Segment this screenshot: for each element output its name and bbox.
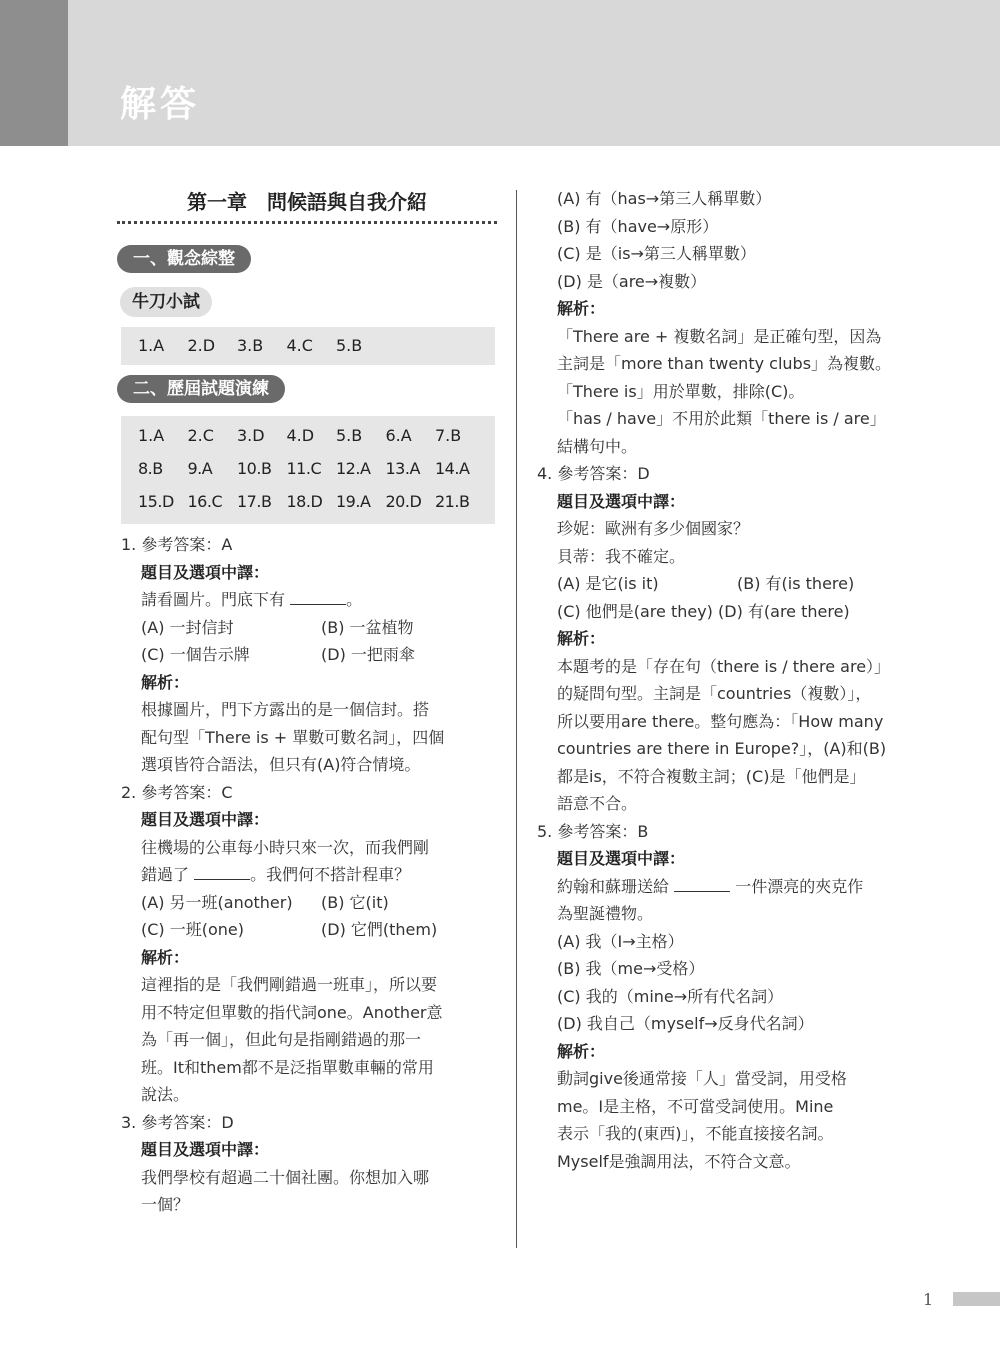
answer-item: 5.B	[336, 426, 363, 445]
q1-translation-label: 題目及選項中譯：	[141, 562, 270, 582]
chapter-title: 第一章 問候語與自我介紹	[187, 190, 427, 214]
q2-analysis-line: 用不特定但單數的指代詞one。Another意	[141, 1002, 443, 1022]
option-b: (B) 一盆植物	[321, 617, 414, 637]
answer-item: 18.D	[286, 492, 323, 511]
answer-row	[121, 419, 495, 452]
answer-item: 11.C	[286, 459, 322, 478]
option-b: (B) 它(it)	[321, 892, 389, 912]
answer-row	[121, 452, 495, 485]
answer-item: 20.D	[385, 492, 422, 511]
q1-analysis-line: 配句型「There is + 單數可數名詞」，四個	[141, 727, 445, 747]
answer-item: 14.A	[435, 459, 470, 478]
answer-item: 16.C	[187, 492, 223, 511]
q3-analysis-line: 「There is」用於單數，排除(C)。	[557, 381, 805, 401]
q3-option: (A) 有（has→第三人稱單數）	[557, 189, 772, 208]
answer-item: 8.B	[138, 459, 163, 478]
q4-analysis-line: 都是is，不符合複數主詞；(C)是「他們是」	[557, 766, 866, 786]
q2-options-ab	[121, 889, 501, 917]
q4-analysis-line: 本題考的是「存在句（there is / there are）」	[557, 656, 891, 676]
q3-analysis-line: 主詞是「more than twenty clubs」為複數。	[557, 354, 892, 373]
q5-analysis-label: 解析：	[557, 1041, 606, 1061]
q3-translation-label: 題目及選項中譯：	[141, 1140, 270, 1159]
option-c: (C) 一個告示牌	[141, 645, 250, 664]
q4-analysis-line: countries are there in Europe?」，(A)和(B)	[557, 739, 887, 758]
option-c: (C) 一班(one)	[141, 920, 245, 939]
answer-row	[121, 327, 495, 365]
section1-sub-label: 牛刀小試	[120, 287, 212, 317]
q4-options-ab	[537, 570, 922, 598]
q5-question-line: 為聖誕禮物。	[557, 904, 654, 923]
answer-item: 9.A	[187, 459, 213, 478]
q2-translation-label: 題目及選項中譯：	[141, 810, 270, 829]
q4-translation-label: 題目及選項中譯：	[557, 491, 686, 511]
q1-analysis-line: 選項皆符合語法，但只有(A)符合情境。	[141, 755, 421, 774]
q4-options-cd: (C) 他們是(are they) (D) 有(are there)	[557, 601, 850, 621]
page-number-bar	[953, 1292, 1000, 1306]
answer-row	[121, 485, 495, 518]
q2-question-line: 往機場的公車每小時只來一次，而我們剛	[141, 837, 430, 857]
q1-options-ab	[121, 614, 501, 642]
left-column-questions	[121, 531, 501, 1219]
answer-item: 12.A	[336, 459, 371, 478]
answer-item: 2.C	[187, 426, 214, 445]
q5-answer-head: 5. 參考答案：B	[537, 821, 649, 841]
answer-item: 10.B	[237, 459, 272, 478]
q5-option: (C) 我的（mine→所有代名詞）	[557, 986, 784, 1006]
q1-analysis-label: 解析：	[141, 672, 190, 692]
answer-item: 6.A	[385, 426, 412, 445]
answer-blank	[194, 865, 250, 880]
q5-analysis-line: Myself是強調用法，不符合文意。	[557, 1151, 801, 1171]
q4-analysis-line: 所以要用are there。整句應為：「How many	[557, 711, 884, 731]
option-b: (B) 有(is there)	[737, 574, 855, 593]
answer-item: 2.D	[187, 336, 216, 355]
q3-analysis-line: 「has / have」不用於此類「there is / are」	[557, 409, 886, 428]
column-divider	[516, 190, 517, 1248]
q1-analysis-line: 根據圖片，門下方露出的是一個信封。搭	[141, 700, 430, 719]
option-a: (A) 是它(is it)	[557, 574, 659, 593]
answer-item: 3.D	[237, 426, 265, 445]
q5-analysis-line: 動詞give後通常接「人」當受詞，用受格	[557, 1069, 847, 1088]
q4-question-line: 珍妮：歐洲有多少個國家？	[557, 519, 750, 538]
section2-label: 二、歷屆試題演練	[117, 375, 285, 403]
section1-label: 一、觀念綜整	[117, 245, 251, 273]
q1-options-cd	[121, 641, 501, 669]
answer-item: 3.B	[237, 336, 264, 355]
option-a: (A) 一封信封	[141, 617, 234, 637]
q3-analysis-line: 結構句中。	[557, 436, 638, 456]
answer-item: 13.A	[385, 459, 420, 478]
header-tab	[0, 0, 68, 146]
q2-options-cd	[121, 916, 501, 944]
q4-analysis-line: 的疑問句型。主詞是「countries（複數）」，	[557, 684, 872, 703]
q5-option: (B) 我（me→受格）	[557, 959, 705, 978]
q2-question-line: 錯過了 。我們何不搭計程車？	[141, 865, 411, 884]
answer-item: 15.D	[138, 492, 174, 511]
answer-item: 19.A	[336, 492, 371, 511]
q2-analysis-line: 說法。	[141, 1085, 190, 1104]
answer-blank	[674, 877, 730, 892]
q3-option: (B) 有（have→原形）	[557, 216, 719, 236]
q5-analysis-line: 表示「我的(東西)」，不能直接接名詞。	[557, 1124, 834, 1143]
option-a: (A) 另一班(another)	[141, 892, 293, 912]
q3-question-line: 一個？	[141, 1195, 190, 1214]
q4-answer-head: 4. 參考答案：D	[537, 464, 650, 483]
q2-analysis-line: 這裡指的是「我們剛錯過一班車」，所以要	[141, 975, 438, 994]
q4-question-line: 貝蒂：我不確定。	[557, 546, 686, 566]
q5-translation-label: 題目及選項中譯：	[557, 849, 686, 868]
right-column-questions	[537, 185, 922, 1175]
q2-analysis-line: 班。It和them都不是泛指單數車輛的常用	[141, 1057, 434, 1077]
q2-analysis-line: 為「再一個」，但此句是指剛錯過的那一	[141, 1030, 422, 1049]
answer-item: 5.B	[336, 336, 363, 355]
q3-analysis-label: 解析：	[557, 299, 606, 318]
page-number: 1	[923, 1290, 934, 1309]
answer-blank	[290, 590, 346, 605]
answer-item: 21.B	[435, 492, 470, 511]
q4-analysis-label: 解析：	[557, 629, 606, 648]
q1-question: 請看圖片。門底下有 。	[141, 590, 363, 609]
option-d: (D) 它們(them)	[321, 920, 438, 939]
q5-analysis-line: me。I是主格，不可當受詞使用。Mine	[557, 1096, 834, 1116]
q5-option: (A) 我（I→主格）	[557, 931, 684, 951]
answer-item: 7.B	[435, 426, 462, 445]
q5-option: (D) 我自己（myself→反身代名詞）	[557, 1014, 814, 1033]
q3-answer-head: 3. 參考答案：D	[121, 1112, 234, 1132]
answer-item: 17.B	[237, 492, 272, 511]
page-title: 解答	[120, 84, 201, 125]
q1-answer-head: 1. 參考答案：A	[121, 535, 233, 554]
answer-item: 1.A	[138, 426, 165, 445]
answer-item: 4.D	[286, 426, 315, 445]
answer-item: 1.A	[138, 336, 165, 355]
q5-question-line: 約翰和蘇珊送給 一件漂亮的夾克作	[557, 876, 864, 896]
q3-option: (C) 是（is→第三人稱單數）	[557, 244, 756, 263]
q3-question-line: 我們學校有超過二十個社團。你想加入哪	[141, 1167, 430, 1187]
q4-analysis-line: 語意不合。	[557, 794, 638, 813]
section2-answer-box	[121, 416, 495, 524]
section1-answer-box	[121, 327, 495, 365]
q2-analysis-label: 解析：	[141, 947, 190, 967]
option-d: (D) 一把雨傘	[321, 645, 415, 664]
q3-analysis-line: 「There are + 複數名詞」是正確句型，因為	[557, 326, 882, 346]
q3-option: (D) 是（are→複數）	[557, 271, 707, 291]
q2-answer-head: 2. 參考答案：C	[121, 782, 233, 802]
dotted-divider	[117, 221, 497, 224]
answer-item: 4.C	[286, 336, 313, 355]
